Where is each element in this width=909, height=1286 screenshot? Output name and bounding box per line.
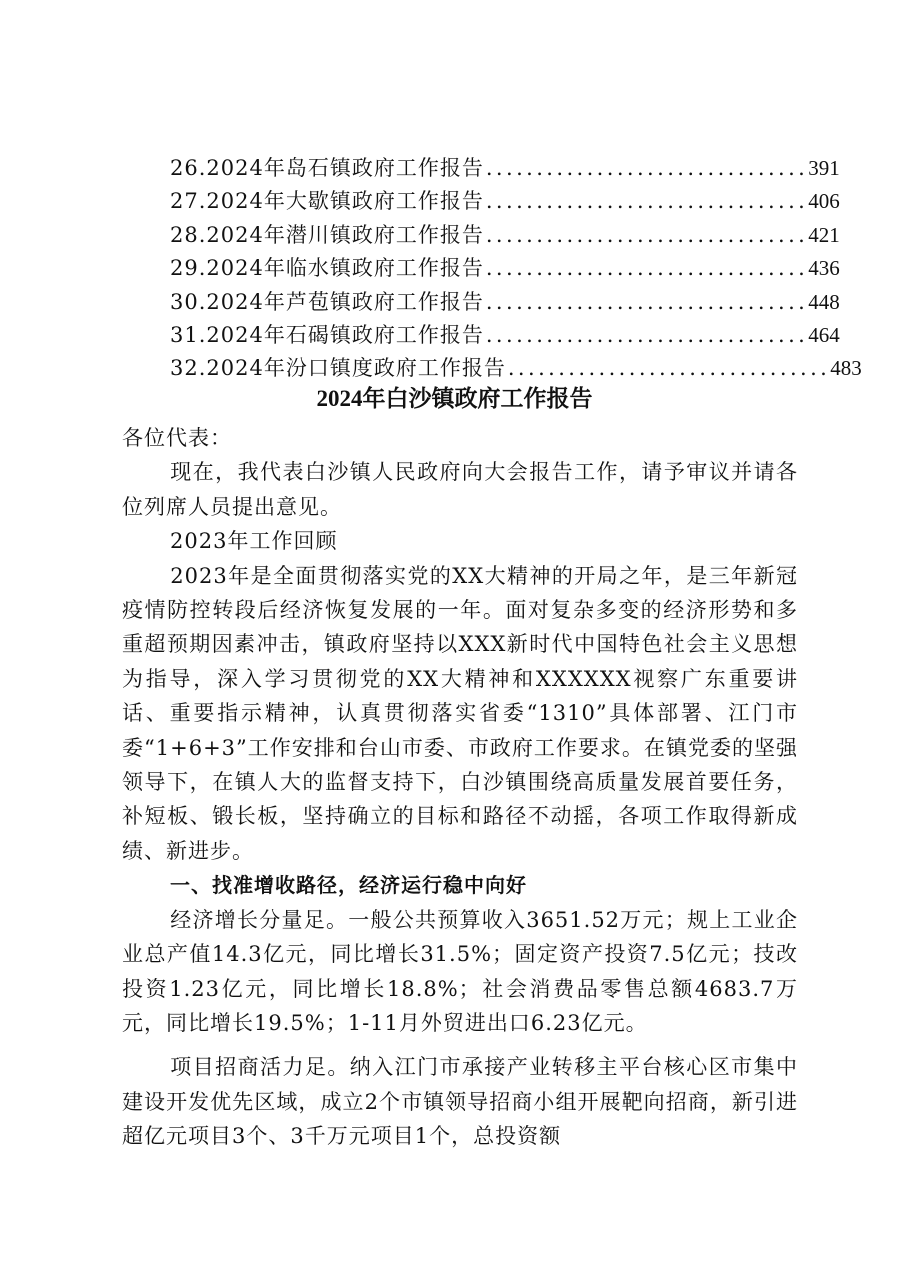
toc-dot-leader: ................................ [507, 356, 831, 381]
toc-item-title: 28.2024年潜川镇政府工作报告 [170, 222, 484, 247]
intro-paragraph: 现在，我代表白沙镇人民政府向大会报告工作，请予审议并请各位列席人员提出意见。 [122, 460, 798, 519]
toc-page-number: 406 [808, 189, 840, 214]
section-one-heading: 一、找准增收路径，经济运行稳中向好 [170, 873, 527, 898]
toc-page-number: 421 [808, 222, 840, 247]
toc-item[interactable] [170, 319, 840, 352]
toc-item-title: 32.2024年汾口镇度政府工作报告 [170, 356, 506, 381]
report-title: 2024年白沙镇政府工作报告 [316, 386, 593, 411]
toc-dot-leader: ................................ [485, 256, 809, 281]
toc-page-number: 436 [808, 256, 840, 281]
toc-item[interactable] [170, 286, 840, 319]
investment-paragraph: 项目招商活力足。纳入江门市承接产业转移主平台核心区市集中建设开发优先区域，成立2个市镇领导招商小组开展靶向招商，新引进超亿元项目3个、3千万元项目1个，总投资额 [122, 1055, 798, 1149]
paragraph-gap [122, 1040, 798, 1050]
salutation: 各位代表： [122, 426, 232, 450]
toc-item-title: 26.2024年岛石镇政府工作报告 [170, 156, 484, 180]
section-review-heading: 2023年工作回顾 [170, 529, 338, 554]
toc-page-number: 448 [808, 289, 840, 314]
toc-item[interactable] [170, 185, 840, 218]
toc-item-title: 29.2024年临水镇政府工作报告 [170, 256, 484, 281]
toc-item[interactable] [170, 219, 840, 252]
report-body [122, 421, 798, 1154]
toc-dot-leader: ................................ [485, 322, 809, 347]
toc-dot-leader: ................................ [485, 189, 809, 214]
table-of-contents [170, 152, 862, 386]
toc-item[interactable] [170, 252, 840, 285]
toc-dot-leader: ................................ [485, 289, 809, 314]
toc-page-number: 483 [830, 356, 862, 381]
toc-item-title: 30.2024年芦苞镇政府工作报告 [170, 289, 484, 314]
toc-dot-leader: ................................ [485, 156, 809, 180]
toc-page-number: 464 [808, 322, 840, 347]
toc-dot-leader: ................................ [485, 222, 809, 247]
toc-page-number: 391 [808, 156, 840, 180]
toc-item-title: 31.2024年石碣镇政府工作报告 [170, 322, 484, 347]
review-paragraph: 2023年是全面贯彻落实党的XX大精神的开局之年，是三年新冠疫情防控转段后经济恢复发展的一年。面对复杂多变的经济形势和多重超预期因素冲击，镇政府坚持以XXX新时代中国特色社会主义思想为指导，深入学习贯彻党的XX大精神和XXXXXX视察广东重要讲话、重要指示精神，认真贯彻落实省委“1310”具体部署、江门市委“1+6+3”工作安排和台山市委、市政府工作要求。在镇党委的坚强领导下，在镇人大的监督支持下，白沙镇围绕高质量发展首要任务，补短板、锻长板，坚持确立的目标和路径不动摇，各项工作取得新成绩、新进步。 [122, 563, 798, 863]
economy-paragraph: 经济增长分量足。一般公共预算收入3651.52万元；规上工业企业总产值14.3亿元，同比增长31.5%；固定资产投资7.5亿元；技改投资1.23亿元，同比增长18.8%；社会消费品零售总额4683.7万元，同比增长19.5%；1-11月外贸进出口6.23亿元。 [122, 907, 798, 1035]
toc-item-title: 27.2024年大歇镇政府工作报告 [170, 189, 484, 214]
toc-item[interactable] [170, 152, 840, 185]
